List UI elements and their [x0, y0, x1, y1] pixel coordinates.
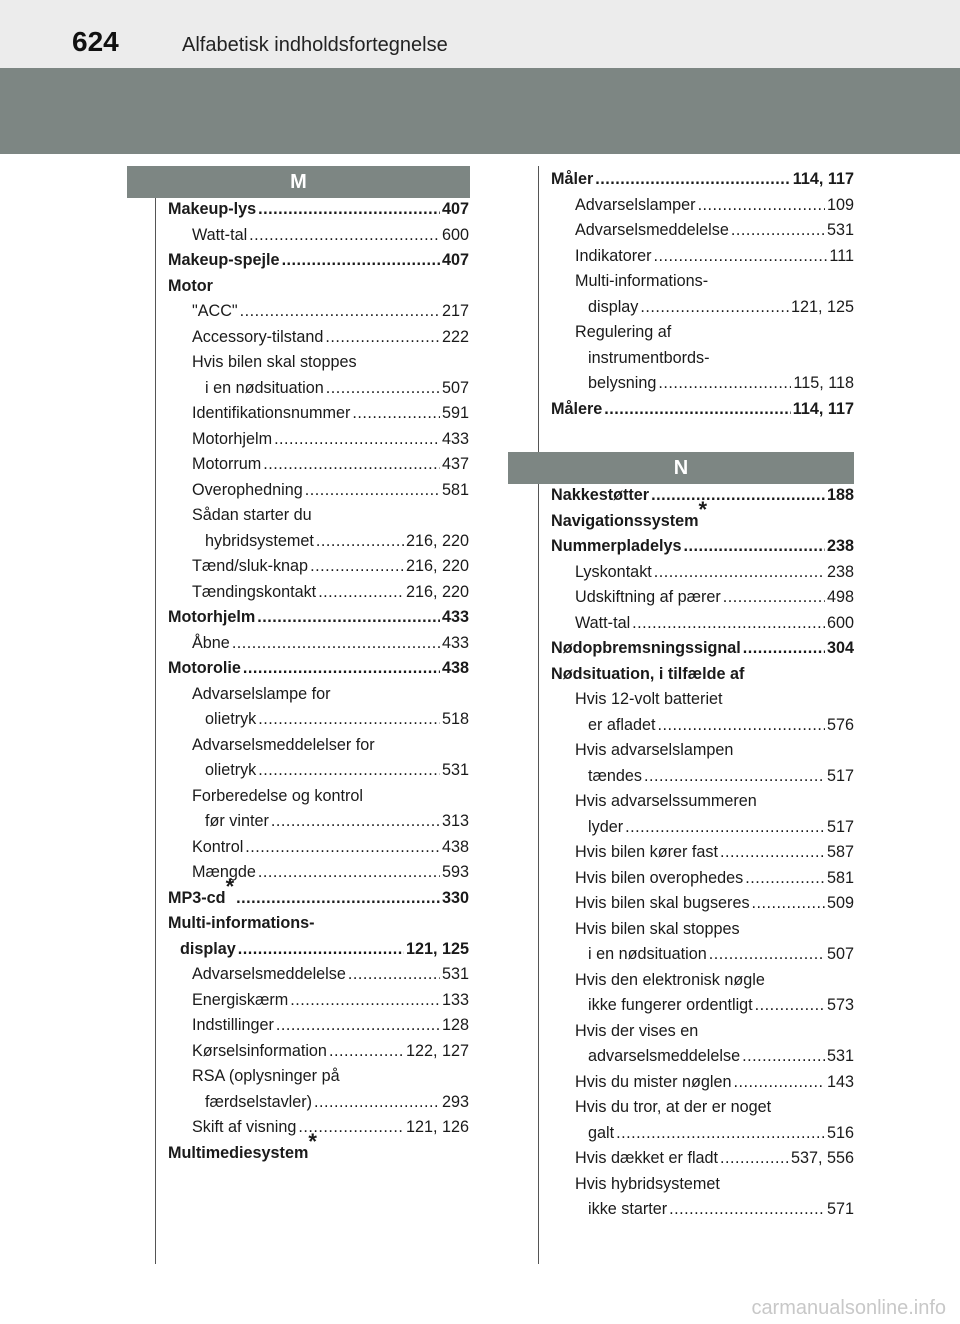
- leader-dots: [243, 659, 440, 678]
- footnote-asterisk: *: [698, 497, 708, 523]
- index-entry: [168, 226, 469, 252]
- entry-term: Hvis bilen overophedes: [575, 868, 744, 887]
- page-reference: 433: [441, 608, 469, 626]
- entry-term: tændes: [588, 766, 642, 785]
- index-entry: [168, 1129, 469, 1170]
- leader-dots: [316, 532, 404, 551]
- index-entry: [168, 940, 469, 966]
- entry-term: Nakkestøtter: [551, 486, 650, 504]
- index-entry: [551, 690, 854, 716]
- footnote-asterisk: *: [225, 874, 235, 900]
- index-entry: [551, 349, 854, 375]
- entry-term: Hvis bilen skal stoppes: [575, 919, 740, 938]
- leader-dots: [245, 838, 440, 857]
- entry-term: Lyskontakt: [575, 562, 652, 581]
- index-entry: [551, 869, 854, 895]
- page-reference: 128: [441, 1016, 469, 1034]
- index-entry: [168, 277, 469, 303]
- leader-dots: [632, 614, 825, 633]
- index-entry: [551, 1124, 854, 1150]
- entry-term: Måler: [551, 170, 594, 188]
- leader-dots: [658, 716, 825, 735]
- leader-dots: [734, 1073, 825, 1092]
- page-reference: 593: [441, 863, 469, 881]
- page-reference: 531: [826, 1047, 854, 1065]
- entry-term: Målere: [551, 399, 603, 418]
- page-reference: 600: [441, 225, 469, 244]
- index-entry: [551, 537, 854, 563]
- left-column-rule: [155, 166, 156, 1264]
- leader-dots: [305, 481, 440, 500]
- page-reference: 531: [441, 965, 469, 983]
- leader-dots: [326, 379, 440, 398]
- entry-term: Nummerpladelys: [551, 537, 682, 555]
- entry-term: Hvis hybridsystemet: [575, 1174, 720, 1193]
- leader-dots: [318, 583, 404, 602]
- page-reference: 313: [441, 812, 469, 830]
- leader-dots: [325, 328, 440, 347]
- leader-dots: [654, 563, 825, 582]
- page-reference: 571: [826, 1200, 854, 1218]
- page-reference: 537, 556: [790, 1149, 854, 1167]
- page-header: [0, 0, 960, 68]
- index-entry: [551, 196, 854, 222]
- leader-dots: [709, 945, 825, 964]
- index-entry: [168, 404, 469, 430]
- index-entry: [168, 608, 469, 634]
- page-reference: 591: [441, 404, 469, 422]
- entry-term: færdselstavler): [205, 1092, 313, 1111]
- index-entry: [551, 1073, 854, 1099]
- entry-term: Hvis den elektronisk nøgle: [575, 970, 765, 989]
- entry-term: Hvis advarselslampen: [575, 741, 734, 759]
- index-entry: [168, 251, 469, 277]
- entry-term: olietryk: [205, 710, 257, 728]
- entry-term: Skift af visning: [192, 1118, 297, 1136]
- page-reference: 507: [826, 945, 854, 963]
- leader-dots: [290, 991, 440, 1010]
- index-entry: [168, 710, 469, 736]
- entry-term: Regulering af: [575, 323, 672, 341]
- index-entry: [551, 741, 854, 767]
- leader-dots: [644, 767, 825, 786]
- leader-dots: [658, 374, 791, 393]
- leader-dots: [249, 226, 440, 245]
- leader-dots: [720, 1149, 789, 1168]
- entry-term: Tændingskontakt: [192, 582, 317, 601]
- index-entry: [551, 792, 854, 818]
- index-entry: [168, 583, 469, 609]
- index-entry: [168, 532, 469, 558]
- leader-dots: [352, 404, 440, 423]
- leader-dots: [240, 302, 440, 321]
- page-reference: 407: [441, 251, 469, 269]
- index-entry: [551, 323, 854, 349]
- leader-dots: [616, 1124, 825, 1143]
- index-entry: [551, 665, 854, 691]
- entry-term: Advarselsmeddelelser for: [192, 735, 375, 754]
- page-reference: 122, 127: [405, 1041, 469, 1060]
- index-entry: [168, 353, 469, 379]
- entry-term: belysning: [588, 374, 657, 392]
- entry-term: ikke starter: [588, 1200, 668, 1218]
- page-reference: 143: [826, 1072, 854, 1091]
- index-entry: [168, 557, 469, 583]
- leader-dots: [731, 221, 825, 240]
- leader-dots: [720, 843, 825, 862]
- leader-dots: [683, 537, 825, 556]
- page-reference: 115, 118: [793, 374, 854, 392]
- index-entry: [168, 328, 469, 354]
- page-reference: 121, 126: [405, 1118, 469, 1136]
- leader-dots: [752, 894, 825, 913]
- entry-term: før vinter: [205, 812, 269, 830]
- index-entry: [168, 430, 469, 456]
- index-entry: [551, 374, 854, 400]
- page-reference: 222: [441, 327, 469, 346]
- index-entry: [168, 1016, 469, 1042]
- page-reference: 509: [826, 894, 854, 912]
- index-entry: [551, 563, 854, 589]
- entry-term: instrumentbords-: [588, 348, 710, 367]
- leader-dots: [640, 298, 789, 317]
- page-reference: 217: [441, 302, 469, 320]
- index-entry: [168, 1042, 469, 1068]
- index-entry: [551, 497, 854, 538]
- entry-term: Multi-informations-: [168, 914, 315, 932]
- page-reference: 188: [826, 486, 854, 504]
- index-column-right-n: [551, 486, 854, 1226]
- running-title: Alfabetisk indholdsfortegnelse: [182, 34, 448, 56]
- page-reference: 330: [441, 888, 469, 907]
- entry-term: Motor: [168, 276, 213, 295]
- index-entry: [168, 685, 469, 711]
- index-entry: [551, 945, 854, 971]
- page-reference: 438: [441, 837, 469, 856]
- entry-term: Motorhjelm: [168, 608, 256, 626]
- section-header-n: N: [508, 452, 854, 484]
- entry-term: Advarselsmeddelelse: [575, 221, 729, 239]
- page-reference: 517: [826, 766, 854, 785]
- entry-term: Makeup-spejle: [168, 251, 280, 269]
- header-band: [0, 68, 960, 154]
- entry-term: Advarselsmeddelelse: [192, 965, 346, 983]
- page-reference: 121, 125: [790, 297, 854, 316]
- index-entry: [168, 863, 469, 889]
- entry-term: Hvis bilen skal stoppes: [192, 353, 357, 371]
- entry-term: Sådan starter du: [192, 506, 312, 524]
- entry-term: Kontrol: [192, 837, 244, 856]
- index-entry: [168, 481, 469, 507]
- entry-term: Overophedning: [192, 480, 303, 499]
- page-reference: 517: [826, 817, 854, 836]
- leader-dots: [743, 639, 825, 658]
- index-entry: [168, 506, 469, 532]
- entry-term: lyder: [588, 817, 624, 836]
- entry-term: Hvis advarselssummeren: [575, 792, 757, 810]
- page-reference: 133: [441, 990, 469, 1009]
- entry-term: Hvis du mister nøglen: [575, 1072, 732, 1091]
- entry-term: Kørselsinformation: [192, 1041, 327, 1060]
- entry-term: galt: [588, 1123, 615, 1142]
- entry-term: Åbne: [192, 633, 230, 652]
- page-reference: 576: [826, 715, 854, 734]
- index-entry: [551, 843, 854, 869]
- page-reference: 498: [826, 588, 854, 606]
- entry-term: Multimediesystem*: [168, 1129, 317, 1162]
- index-entry: [168, 965, 469, 991]
- page-reference: 238: [826, 562, 854, 581]
- index-entry: [168, 1118, 469, 1144]
- page-reference: 216, 220: [405, 531, 469, 550]
- index-entry: [551, 1149, 854, 1175]
- entry-term: "ACC": [192, 302, 238, 320]
- leader-dots: [258, 710, 440, 729]
- entry-term: Hvis dækket er fladt: [575, 1149, 719, 1167]
- leader-dots: [742, 1047, 825, 1066]
- entry-term: Identifikationsnummer: [192, 404, 351, 422]
- entry-term: Hvis bilen kører fast: [575, 843, 719, 861]
- leader-dots: [595, 170, 790, 189]
- entry-term: Indikatorer: [575, 246, 652, 265]
- entry-term: Motorrum: [192, 455, 262, 473]
- leader-dots: [755, 996, 825, 1015]
- page-reference: 114, 117: [792, 399, 854, 418]
- leader-dots: [723, 588, 825, 607]
- entry-term: Accessory-tilstand: [192, 327, 324, 346]
- index-entry: [551, 400, 854, 426]
- entry-term: Hvis du tror, at der er noget: [575, 1098, 772, 1116]
- index-entry: [168, 634, 469, 660]
- index-entry: [168, 659, 469, 685]
- index-entry: [168, 1093, 469, 1119]
- entry-term: Udskiftning af pærer: [575, 588, 721, 606]
- index-entry: [168, 736, 469, 762]
- leader-dots: [258, 863, 440, 882]
- index-entry: [168, 787, 469, 813]
- leader-dots: [271, 812, 440, 831]
- entry-term: Multi-informations-: [575, 272, 709, 290]
- leader-dots: [232, 634, 440, 653]
- leader-dots: [276, 1016, 440, 1035]
- entry-term: Advarselslamper: [575, 195, 696, 214]
- entry-term: Nødopbremsningssignal: [551, 639, 741, 657]
- leader-dots: [282, 251, 440, 270]
- leader-dots: [651, 486, 825, 505]
- index-entry: [168, 302, 469, 328]
- leader-dots: [604, 400, 790, 419]
- leader-dots: [625, 818, 825, 837]
- index-entry: [168, 991, 469, 1017]
- entry-term: Hvis 12-volt batteriet: [575, 690, 723, 708]
- entry-term: er afladet: [588, 715, 656, 734]
- entry-term: hybridsystemet: [205, 531, 314, 550]
- page-reference: 121, 125: [405, 939, 469, 958]
- index-entry: [168, 838, 469, 864]
- leader-dots: [698, 196, 825, 215]
- leader-dots: [238, 940, 404, 959]
- index-entry: [551, 818, 854, 844]
- section-header-m: M: [127, 166, 470, 198]
- page-reference: 114, 117: [792, 170, 854, 188]
- page-reference: 293: [441, 1092, 469, 1111]
- page-reference: 109: [826, 195, 854, 214]
- index-entry: [168, 914, 469, 940]
- index-entry: [551, 1200, 854, 1226]
- page-reference: 581: [441, 480, 469, 499]
- page-reference: 518: [441, 710, 469, 728]
- page-reference: 433: [441, 429, 469, 448]
- leader-dots: [669, 1200, 825, 1219]
- index-entry: [551, 272, 854, 298]
- index-entry: [551, 971, 854, 997]
- index-entry: [551, 1047, 854, 1073]
- page-number: 624: [72, 26, 119, 57]
- entry-term: olietryk: [205, 761, 257, 779]
- index-entry: [168, 812, 469, 838]
- index-entry: [551, 920, 854, 946]
- index-entry: [551, 170, 854, 196]
- entry-term: Advarselslampe for: [192, 684, 331, 703]
- page-reference: 438: [441, 659, 469, 677]
- page-reference: 600: [826, 613, 854, 632]
- leader-dots: [348, 965, 440, 984]
- entry-term: Energiskærm: [192, 990, 289, 1009]
- page-reference: 531: [441, 761, 469, 779]
- index-entry: [168, 455, 469, 481]
- index-entry: [551, 1098, 854, 1124]
- page-reference: 216, 220: [405, 582, 469, 601]
- entry-term: i en nødsituation: [205, 378, 324, 397]
- entry-term: RSA (oplysninger på: [192, 1067, 340, 1085]
- leader-dots: [258, 761, 440, 780]
- entry-term: display: [180, 939, 236, 958]
- leader-dots: [745, 869, 825, 888]
- entry-term: Indstillinger: [192, 1016, 274, 1034]
- page-reference: 304: [826, 639, 854, 657]
- leader-dots: [257, 608, 440, 627]
- index-entry: [551, 247, 854, 273]
- index-entry: [168, 761, 469, 787]
- index-entry: [551, 1175, 854, 1201]
- leader-dots: [236, 889, 440, 908]
- entry-term: Makeup-lys: [168, 200, 257, 218]
- right-column-rule: [538, 166, 539, 1264]
- index-entry: [551, 639, 854, 665]
- page-reference: 111: [829, 246, 854, 265]
- index-column-left: [168, 200, 469, 1169]
- page-reference: 407: [441, 200, 469, 218]
- entry-term: advarselsmeddelelse: [588, 1047, 741, 1065]
- index-entry: [168, 200, 469, 226]
- page-reference: 437: [441, 455, 469, 473]
- leader-dots: [263, 455, 440, 474]
- leader-dots: [258, 200, 440, 219]
- index-entry: [551, 767, 854, 793]
- entry-term: Watt-tal: [575, 613, 631, 632]
- entry-term: Motorolie: [168, 659, 241, 677]
- index-entry: [551, 894, 854, 920]
- index-entry: [168, 1067, 469, 1093]
- page-reference: 507: [441, 378, 469, 397]
- index-entry: [551, 588, 854, 614]
- entry-term: Hvis bilen skal bugseres: [575, 894, 750, 912]
- entry-term: Forberedelse og kontrol: [192, 786, 363, 805]
- entry-term: Nødsituation, i tilfælde af: [551, 664, 745, 683]
- page-reference: 238: [826, 537, 854, 555]
- leader-dots: [310, 557, 404, 576]
- index-column-right-m: [551, 170, 854, 425]
- page-reference: 531: [826, 221, 854, 239]
- entry-term: Mængde: [192, 863, 256, 881]
- entry-term: Navigationssystem*: [551, 497, 708, 530]
- page-reference: 216, 220: [405, 557, 469, 575]
- entry-term: ikke fungerer ordentligt: [588, 996, 753, 1014]
- page-reference: 581: [826, 868, 854, 887]
- leader-dots: [329, 1042, 404, 1061]
- entry-term: Hvis der vises en: [575, 1021, 699, 1040]
- entry-term: Watt-tal: [192, 225, 248, 244]
- entry-term: MP3-cd*: [168, 874, 235, 907]
- page-reference: 587: [826, 843, 854, 861]
- page-reference: 573: [826, 996, 854, 1014]
- leader-dots: [653, 247, 827, 266]
- index-entry: [551, 614, 854, 640]
- index-entry: [551, 716, 854, 742]
- page-reference: 433: [441, 633, 469, 652]
- index-entry: [551, 1022, 854, 1048]
- index-entry: [551, 996, 854, 1022]
- watermark: carmanualsonline.info: [751, 1297, 946, 1319]
- leader-dots: [274, 430, 440, 449]
- entry-term: display: [588, 297, 639, 316]
- entry-term: i en nødsituation: [588, 945, 707, 963]
- entry-term: Motorhjelm: [192, 429, 273, 448]
- entry-term: Tænd/sluk-knap: [192, 557, 309, 575]
- leader-dots: [314, 1093, 440, 1112]
- footnote-asterisk: *: [308, 1129, 317, 1155]
- index-entry: [551, 298, 854, 324]
- index-entry: [168, 379, 469, 405]
- page-reference: 516: [826, 1123, 854, 1142]
- index-entry: [168, 874, 469, 915]
- index-entry: [551, 221, 854, 247]
